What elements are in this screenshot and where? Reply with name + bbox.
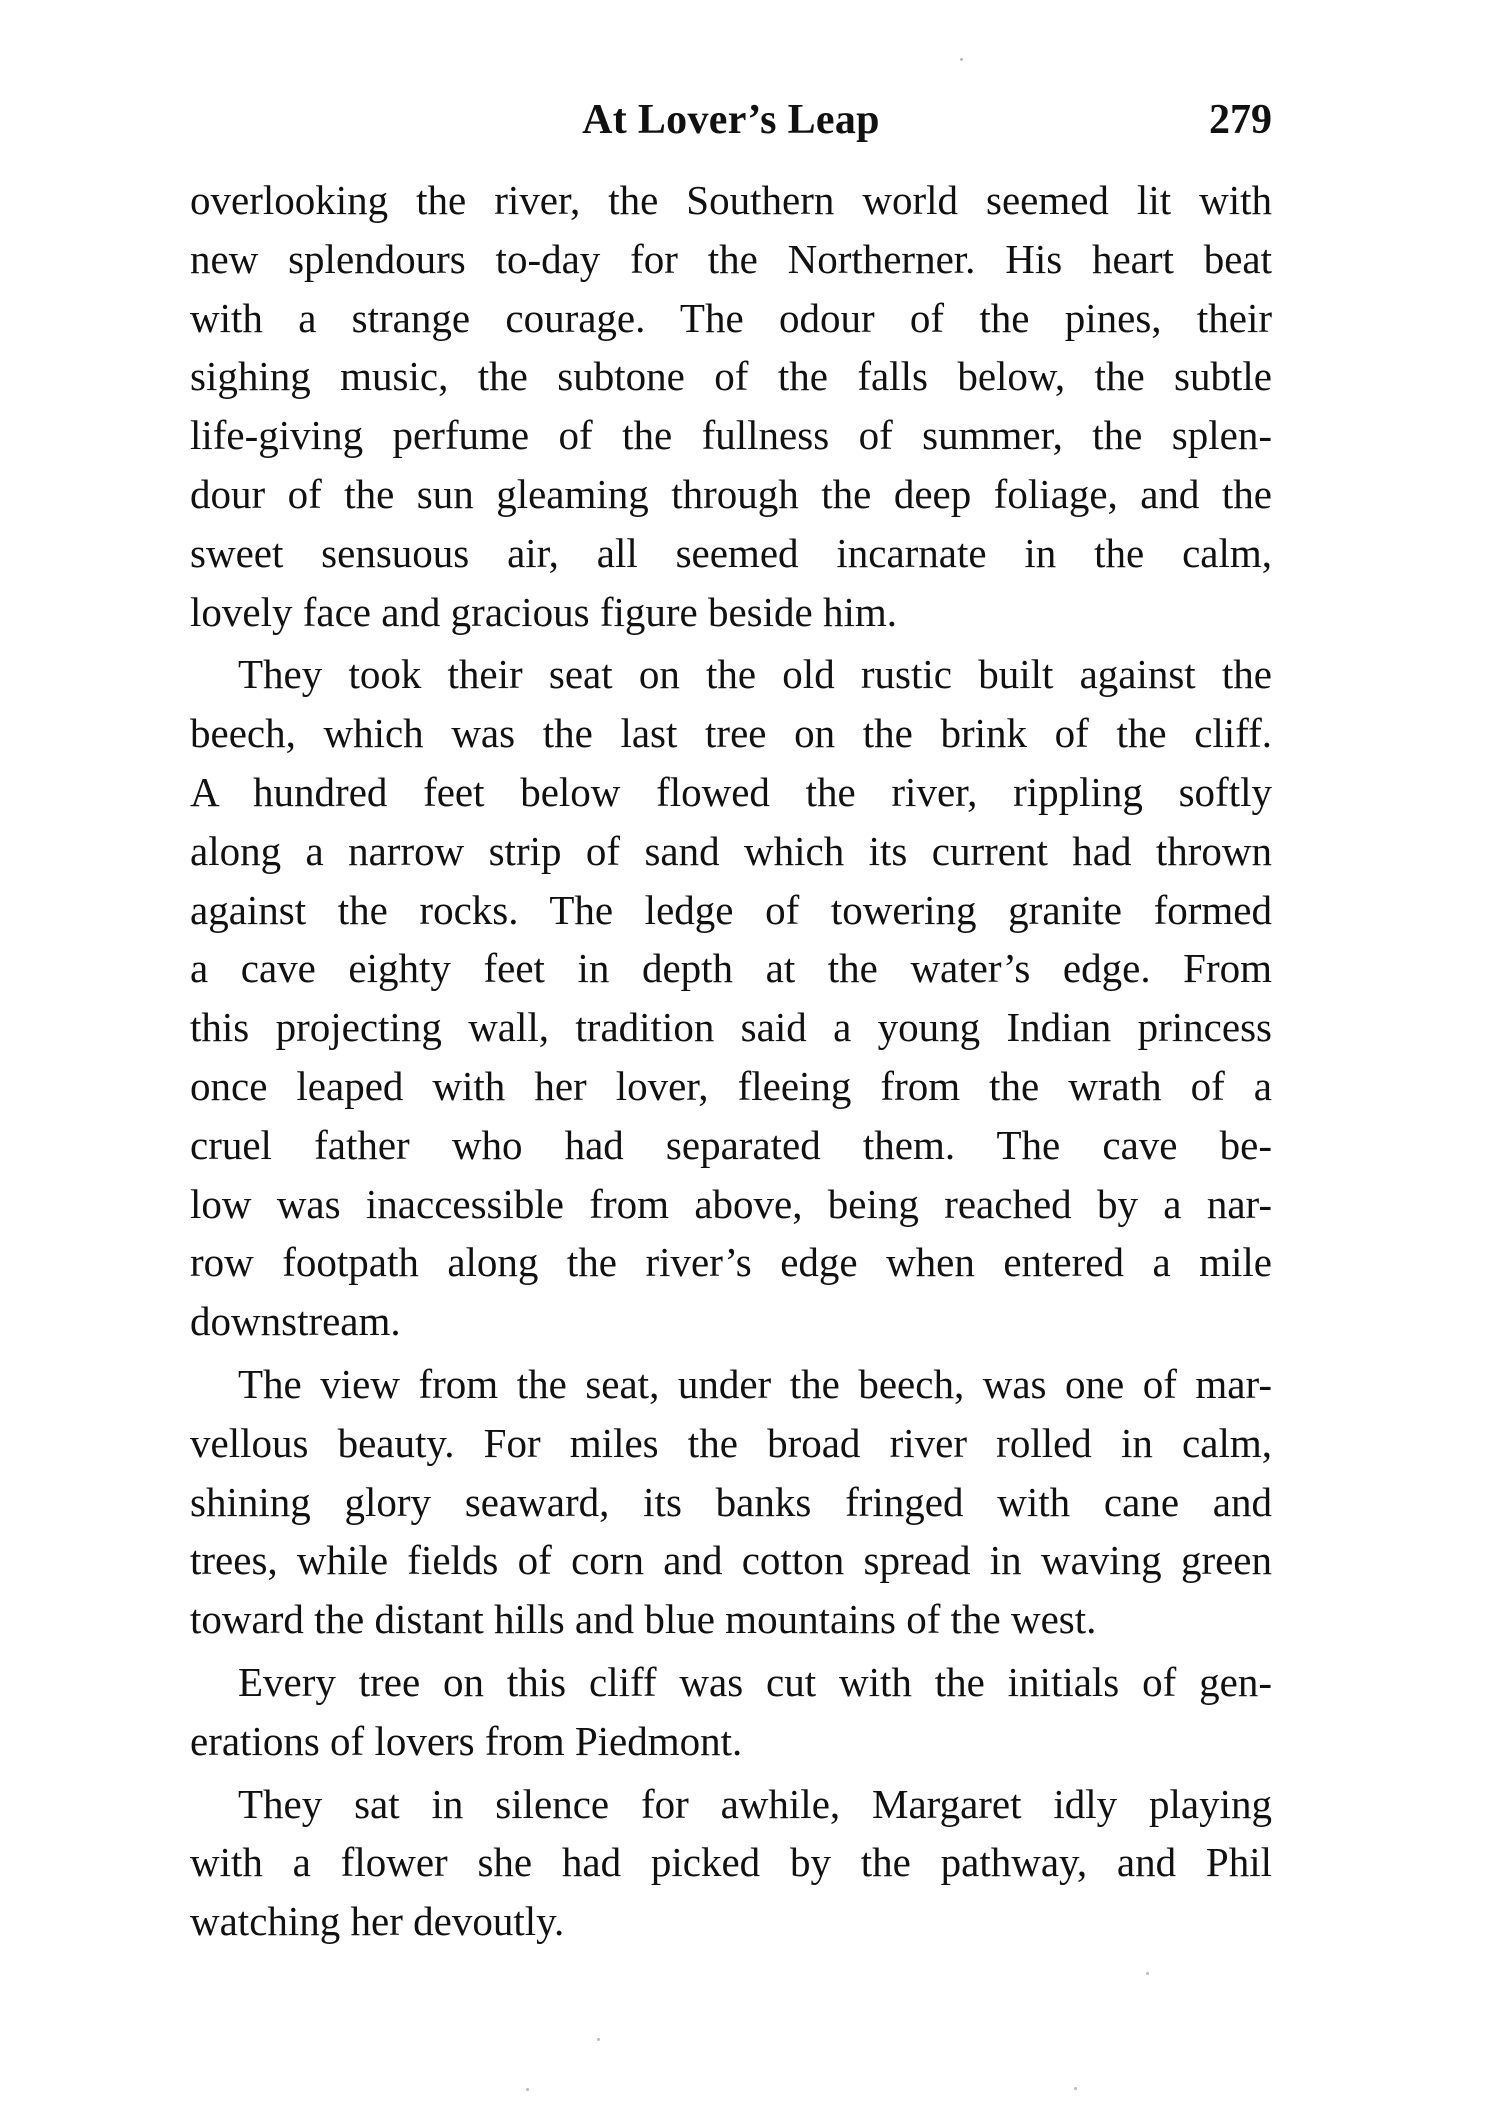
- paragraph-3: [190, 1355, 1272, 1649]
- text-line: beech, which was the last tree on the brink of the cliff.: [190, 710, 1272, 757]
- body-text: [190, 171, 1272, 1951]
- paper-speck: [1074, 2087, 1077, 2090]
- paragraph-2: [190, 645, 1272, 1351]
- paragraph-4: [190, 1653, 1272, 1771]
- text-line: a cave eighty feet in depth at the water’s edge. From: [190, 945, 1272, 992]
- text-line: new splendours to-day for the Northerner. His heart beat: [190, 235, 1272, 282]
- text-line: overlooking the river, the Southern world seemed lit with: [190, 177, 1272, 223]
- running-header: [190, 88, 1272, 152]
- text-line: along a narrow strip of sand which its current had thrown: [190, 827, 1272, 874]
- paper-speck: [597, 2038, 600, 2041]
- text-line: sighing music, the subtone of the falls below, the subtle: [190, 353, 1272, 400]
- text-line: They sat in silence for awhile, Margaret idly playing: [238, 1780, 1272, 1827]
- text-line: A hundred feet below flowed the river, rippling softly: [190, 768, 1272, 815]
- text-line: lovely face and gracious figure beside him.: [190, 588, 897, 635]
- text-line: toward the distant hills and blue mountains of the west.: [190, 1596, 1097, 1643]
- text-line: low was inaccessible from above, being reached by a nar-: [190, 1180, 1272, 1227]
- text-line: They took their seat on the old rustic built against the: [238, 651, 1272, 698]
- text-line: sweet sensuous air, all seemed incarnate in the calm,: [190, 529, 1272, 576]
- paper-speck: [526, 2088, 529, 2091]
- text-line: this projecting wall, tradition said a young Indian princess: [190, 1004, 1272, 1051]
- text-line: dour of the sun gleaming through the deep foliage, and the: [190, 470, 1272, 517]
- text-line: trees, while fields of corn and cotton spread in waving green: [190, 1537, 1272, 1584]
- text-line: shining glory seaward, its banks fringed with cane and: [190, 1478, 1272, 1525]
- text-line: row footpath along the river’s edge when entered a mile: [190, 1239, 1272, 1286]
- text-line: erations of lovers from Piedmont.: [190, 1717, 743, 1764]
- text-line: once leaped with her lover, fleeing from the wrath of a: [190, 1062, 1272, 1109]
- text-line: with a flower she had picked by the pathway, and Phil: [190, 1839, 1272, 1886]
- text-line: with a strange courage. The odour of the pines, their: [190, 294, 1272, 341]
- text-line: against the rocks. The ledge of towering granite formed: [190, 886, 1272, 933]
- text-line: The view from the seat, under the beech, was one of mar-: [238, 1360, 1272, 1407]
- text-line: watching her devoutly.: [190, 1898, 565, 1945]
- text-line: downstream.: [190, 1298, 401, 1345]
- text-line: Every tree on this cliff was cut with the initials of gen-: [238, 1658, 1272, 1705]
- text-line: cruel father who had separated them. The cave be-: [190, 1121, 1272, 1168]
- paper-speck: [1146, 1972, 1149, 1975]
- text-line: vellous beauty. For miles the broad river rolled in calm,: [190, 1419, 1272, 1466]
- paragraph-1: [190, 171, 1272, 641]
- running-title: At Lover’s Leap: [582, 97, 880, 143]
- paper-speck: [960, 58, 963, 61]
- text-line: life-giving perfume of the fullness of summer, the splen-: [190, 412, 1272, 459]
- paragraph-5: [190, 1775, 1272, 1951]
- page-number: 279: [1209, 97, 1272, 143]
